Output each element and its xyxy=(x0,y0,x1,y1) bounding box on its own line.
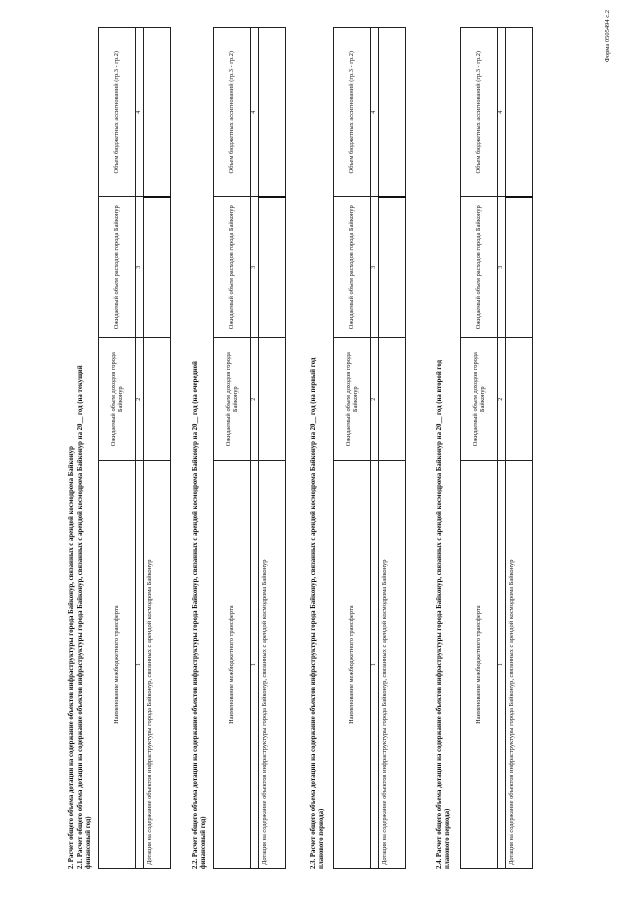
section-3-table xyxy=(333,27,406,869)
allocation-cell[interactable] xyxy=(259,28,286,197)
expense-cell[interactable] xyxy=(506,197,533,338)
row-label: Дотация на содержание объектов инфраструктуры города Байконур, связанных с арендой космодрома Байконур xyxy=(144,461,171,869)
row-label: Дотация на содержание объектов инфраструктуры города Байконур, связанных с арендой космодрома Байконур xyxy=(259,461,286,869)
section-4-table xyxy=(460,27,533,869)
section-2-table xyxy=(213,27,286,869)
col-number-4: 4 xyxy=(371,28,379,197)
header-row xyxy=(461,28,498,869)
section-1-table xyxy=(98,27,171,869)
col-number-3: 3 xyxy=(498,197,506,338)
section-2-title-line1: 2.2. Расчет общего объема дотации на содержание объектов инфраструктуры города Байконур, связанных с арендой космодрома Байконур на 20__ год (на очередной xyxy=(192,361,199,869)
header-col-1: Наименование межбюджетного трансферта xyxy=(461,461,498,869)
main-title: 2. Расчет общего объема дотации на содержание объектов инфраструктуры города Байконур, связанных с арендой космодрома Байконур xyxy=(68,446,75,869)
header-col-2: Ожидаемый объем доходов города Байконур xyxy=(214,338,251,461)
section-3-title-line2: планового периода) xyxy=(317,808,325,869)
header-row xyxy=(334,28,371,869)
col-number-2: 2 xyxy=(136,338,144,461)
header-col-3: Ожидаемый объем расходов города Байконур xyxy=(214,197,251,338)
column-number-row xyxy=(136,28,144,869)
allocation-cell[interactable] xyxy=(506,28,533,197)
header-col-2: Ожидаемый объем доходов города Байконур xyxy=(461,338,498,461)
col-number-4: 4 xyxy=(498,28,506,197)
section-3-title-line1: 2.3. Расчет общего объема дотации на содержание объектов инфраструктуры города Байконур, связанных с арендой космодрома Байконур на 20__ год (на первый год xyxy=(310,357,317,869)
table-row xyxy=(379,28,406,869)
row-label: Дотация на содержание объектов инфраструктуры города Байконур, связанных с арендой космодрома Байконур xyxy=(379,461,406,869)
header-col-3: Ожидаемый объем расходов города Байконур xyxy=(461,197,498,338)
income-cell[interactable] xyxy=(259,338,286,461)
column-number-row xyxy=(371,28,379,869)
section-4-title xyxy=(436,19,452,869)
income-cell[interactable] xyxy=(506,338,533,461)
section-4-title-line1: 2.4. Расчет общего объема дотации на содержание объектов инфраструктуры города Байконур, связанных с арендой космодрома Байконур на 20__ год (на второй год xyxy=(436,360,443,869)
col-number-2: 2 xyxy=(371,338,379,461)
col-number-3: 3 xyxy=(136,197,144,338)
header-col-1: Наименование межбюджетного трансферта xyxy=(214,461,251,869)
table-row xyxy=(259,28,286,869)
section-3-title xyxy=(310,19,326,869)
allocation-cell[interactable] xyxy=(379,28,406,197)
expense-cell[interactable] xyxy=(379,197,406,338)
col-number-3: 3 xyxy=(371,197,379,338)
header-col-4: Объем бюджетных ассигнований (гр.3 - гр.2) xyxy=(99,28,136,197)
header-col-2: Ожидаемый объем доходов города Байконур xyxy=(99,338,136,461)
col-number-1: 1 xyxy=(136,461,144,869)
col-number-2: 2 xyxy=(251,338,259,461)
section-4-title-line2: планового периода) xyxy=(443,808,451,869)
allocation-cell[interactable] xyxy=(144,28,171,197)
col-number-1: 1 xyxy=(371,461,379,869)
header-row xyxy=(99,28,136,869)
col-number-3: 3 xyxy=(251,197,259,338)
table-row xyxy=(506,28,533,869)
section-1-title-line1: 2.1. Расчет общего объема дотации на содержание объектов инфраструктуры города Байконур, связанных с арендой космодрома Байконур на 20__ год (на текущий xyxy=(77,365,84,869)
col-number-1: 1 xyxy=(498,461,506,869)
section-1-title xyxy=(77,19,93,869)
section-2-title xyxy=(192,19,208,869)
table-row xyxy=(144,28,171,869)
header-col-4: Объем бюджетных ассигнований (гр.3 - гр.2) xyxy=(214,28,251,197)
header-col-3: Ожидаемый объем расходов города Байконур xyxy=(99,197,136,338)
header-col-2: Ожидаемый объем доходов города Байконур xyxy=(334,338,371,461)
header-col-1: Наименование межбюджетного трансферта xyxy=(334,461,371,869)
expense-cell[interactable] xyxy=(144,197,171,338)
row-label: Дотация на содержание объектов инфраструктуры города Байконур, связанных с арендой космодрома Байконур xyxy=(506,461,533,869)
income-cell[interactable] xyxy=(144,338,171,461)
column-number-row xyxy=(251,28,259,869)
form-label: Форма 0505494 с.2 xyxy=(604,10,611,63)
column-number-row xyxy=(498,28,506,869)
expense-cell[interactable] xyxy=(259,197,286,338)
col-number-2: 2 xyxy=(498,338,506,461)
section-2-title-line2: финансовый год) xyxy=(199,816,207,869)
col-number-1: 1 xyxy=(251,461,259,869)
col-number-4: 4 xyxy=(251,28,259,197)
header-col-4: Объем бюджетных ассигнований (гр.3 - гр.2) xyxy=(461,28,498,197)
income-cell[interactable] xyxy=(379,338,406,461)
header-col-1: Наименование межбюджетного трансферта xyxy=(99,461,136,869)
col-number-4: 4 xyxy=(136,28,144,197)
header-col-3: Ожидаемый объем расходов города Байконур xyxy=(334,197,371,338)
header-col-4: Объем бюджетных ассигнований (гр.3 - гр.2) xyxy=(334,28,371,197)
header-row xyxy=(214,28,251,869)
section-1-title-line2: финансовый год) xyxy=(84,816,92,869)
